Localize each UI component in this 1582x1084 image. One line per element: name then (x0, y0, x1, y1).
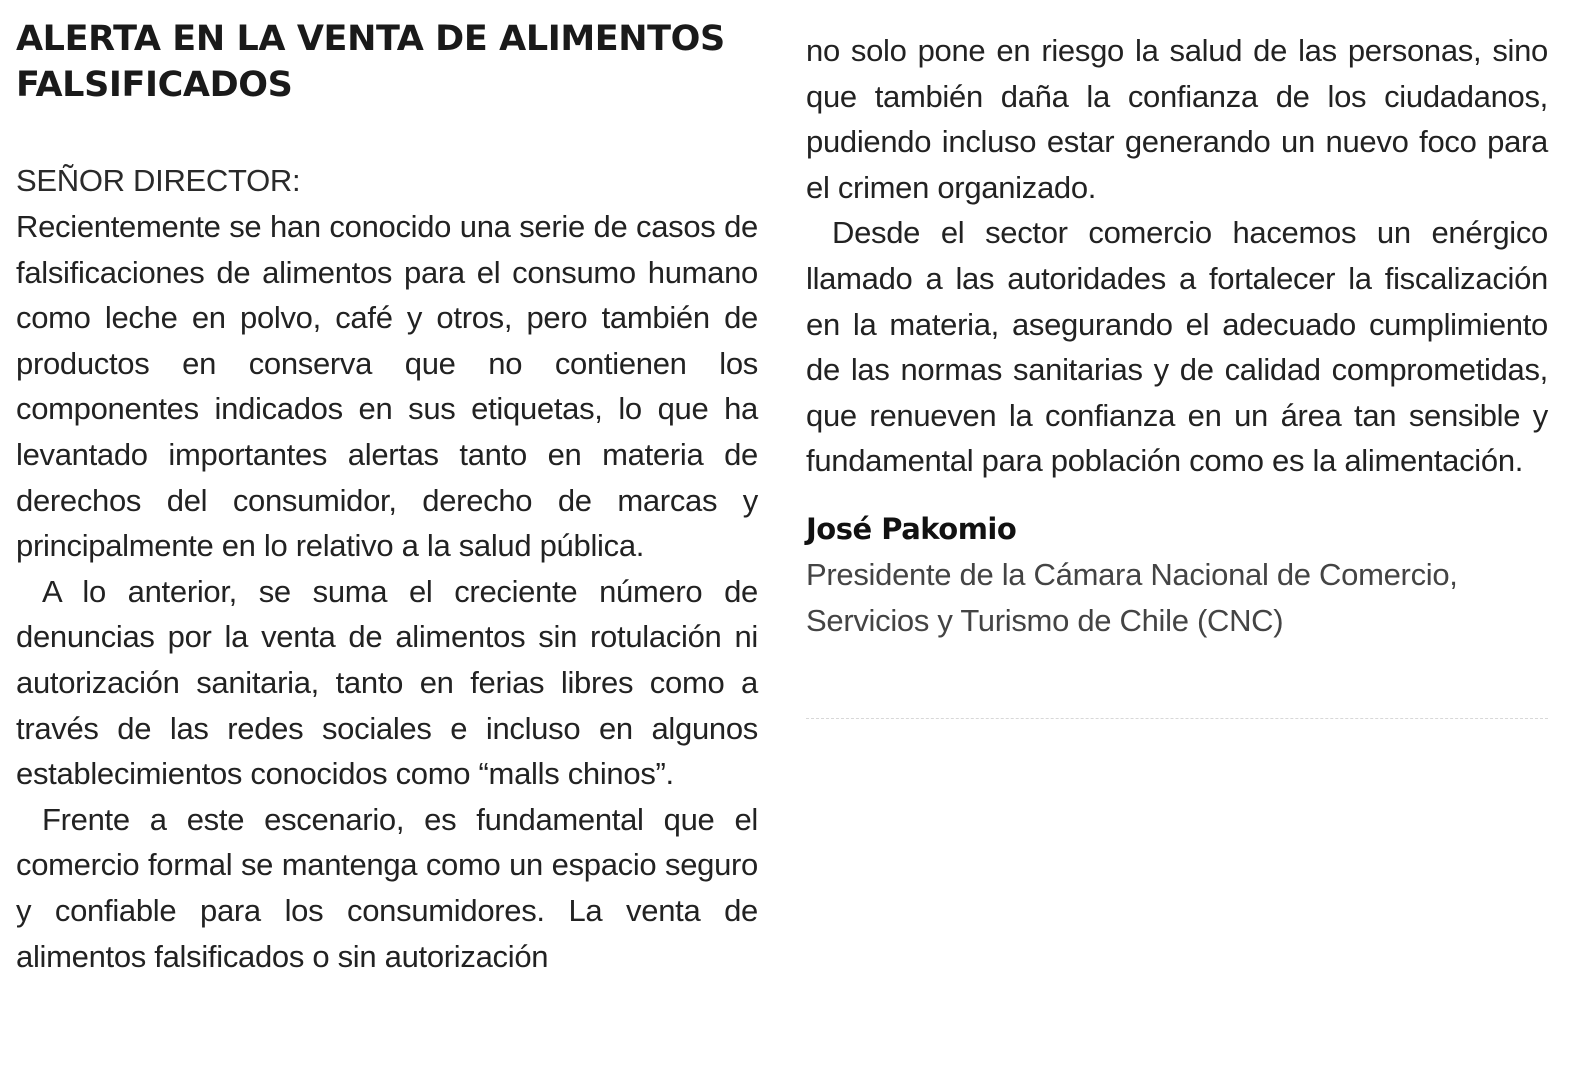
column-divider-rule (806, 718, 1548, 719)
letter-paragraph-3-continued: no solo pone en riesgo la salud de las personas, sino que también daña la confianza de los ciudadanos, pudiendo incluso estar generando un nuevo foco para el crimen organizado. (806, 33, 1548, 205)
left-column (16, 16, 758, 979)
letter-paragraph-1: Recientemente se han conocido una serie de casos de falsificaciones de alimentos para el consumo humano como leche en polvo, café y otros, pero también de productos en conserva que no contienen los componentes indicados en sus etiquetas, lo que ha levantado importantes alertas tanto en materia de derechos del consumidor, derecho de marcas y principalmente en lo relativo a la salud pública. (16, 209, 758, 564)
signer-title: Presidente de la Cámara Nacional de Comercio, Servicios y Turismo de Chile (CNC) (806, 556, 1458, 638)
letter-paragraph-3: Frente a este escenario, es fundamental que el comercio formal se mantenga como un espacio seguro y confiable para los consumidores. La venta de alimentos falsificados o sin autorización (16, 801, 758, 974)
letter-greeting: SEÑOR DIRECTOR: (16, 163, 301, 198)
letter-paragraph-4: Desde el sector comercio hacemos un enérgico llamado a las autoridades a fortalecer la fiscalización en la materia, asegurando el adecuado cumplimiento de las normas sanitarias y de calidad comprometidas, que renueven la confianza en un área tan sensible y fundamental para población como es la alimentación. (806, 215, 1548, 479)
right-column (806, 28, 1548, 644)
letter-paragraph-2: A lo anterior, se suma el creciente número de denuncias por la venta de alimentos sin rotulación ni autorización sanitaria, tanto en ferias libres como a través de las redes sociales e incluso en algunos establecimientos conocidos como “malls chinos”. (16, 573, 758, 792)
letter-headline: ALERTA EN LA VENTA DE ALIMENTOS FALSIFICADOS (16, 19, 725, 105)
signer-name: José Pakomio (806, 511, 1017, 546)
